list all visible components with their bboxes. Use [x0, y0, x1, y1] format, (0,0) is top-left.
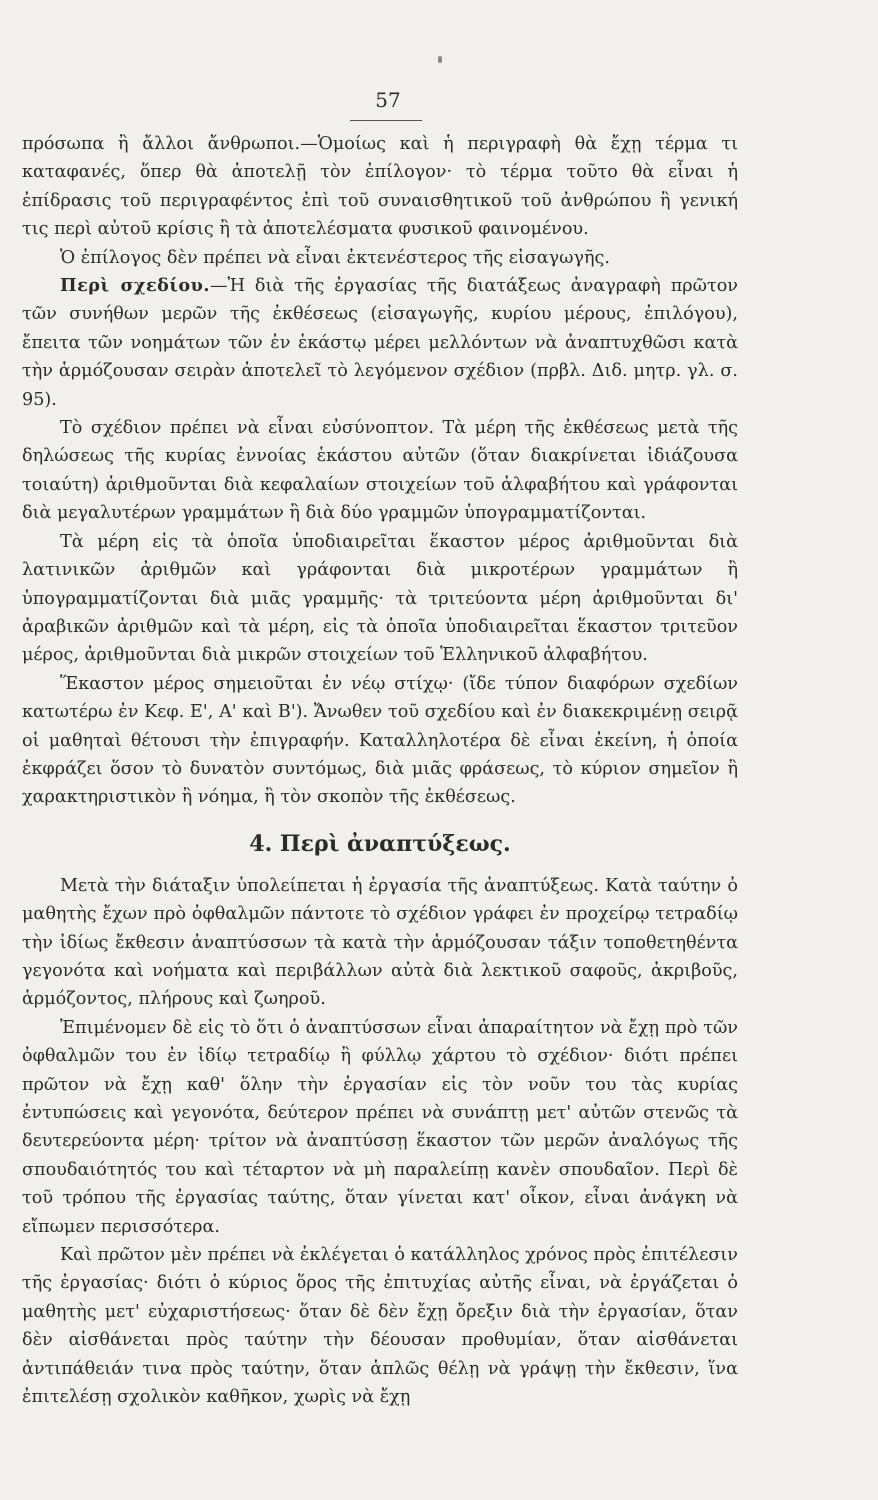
- paragraph-development: Μετὰ τὴν διάταξιν ὑπολείπεται ἡ ἐργασία τῆς ἀναπτύξεως. Κατὰ ταύτην ὁ μαθητὴς ἔχων πρὸ ὀφθαλμῶν πάντοτε τὸ σχέδιον γράφει ἐν προχείρῳ τετραδίῳ τὴν ἰδίως ἔκθεσιν ἀναπτύσσων τὰ κατὰ τὴν ἁρμόζουσαν τάξιν τοποθετηθέντα γεγονότα καὶ νοήματα καὶ περιβάλλων αὐτὰ διὰ λεκτικοῦ σαφοῦς, ἀκριβοῦς, ἁρμόζοντος, πλήρους καὶ ζωηροῦ.: [22, 875, 738, 1010]
- ink-speck: [438, 56, 442, 63]
- paragraph-continuation: πρόσωπα ἢ ἄλλοι ἄνθρωποι.—Ὁμοίως καὶ ἡ περιγραφὴ θὰ ἔχῃ τέρμα τι καταφανές, ὅπερ θὰ ἀποτελῇ τὸν ἐπίλογον· τὸ τέρμα τοῦτο θὰ εἶναι ἡ ἐπίδρασις τοῦ περιγραφέντος ἐπὶ τοῦ συναισθητικοῦ τοῦ ἀνθρώπου ἢ γενική τις περὶ αὐτοῦ κρίσις ἢ τὰ ἀποτελέσματα φυσικοῦ φαινομένου.: [22, 134, 738, 240]
- paragraph-plan-summary: Τὸ σχέδιον πρέπει νὰ εἶναι εὐσύνοπτον. Τὰ μέρη τῆς ἐκθέσεως μετὰ τῆς δηλώσεως τῆς κυρίας ἐννοίας ἑκάστου αὐτῶν (ὅταν διακρίνεται ἰδιάζουσα τοιαύτη) ἀριθμοῦνται διὰ κεφαλαίων στοιχείων τοῦ ἀλφαβήτου καὶ γράφονται διὰ μεγαλυτέρων γραμμάτων ἢ διὰ δύο γραμμῶν ὑπογραμματίζονται.: [22, 418, 738, 524]
- page-number: 57: [375, 88, 401, 112]
- paragraph-plan: [22, 272, 738, 414]
- paragraph-epilogue: Ὁ ἐπίλογος δὲν πρέπει νὰ εἶναι ἐκτενέστερος τῆς εἰσαγωγῆς.: [60, 247, 610, 268]
- paragraph-plan-text: —Ἡ διὰ τῆς ἐργασίας τῆς διατάξεως ἀναγραφὴ πρῶτον τῶν συνήθων μερῶν τῆς ἐκθέσεως (εἰσαγωγῆς, κυρίου μέρους, ἐπιλόγου), ἔπειτα τῶν νοημάτων τῶν ἐν ἑκάστῳ μέρει μελλόντων νὰ ἀναπτυχθῶσι κατὰ τὴν ἁρμόζουσαν σειρὰν ἀποτελεῖ τὸ λεγόμενον σχέδιον (πρβλ. Διδ. μητρ. γλ. σ. 95).: [22, 276, 738, 410]
- run-in-heading: Περὶ σχεδίου.: [60, 275, 210, 297]
- paragraph-subdivisions: Τὰ μέρη εἰς τὰ ὁποῖα ὑποδιαιρεῖται ἕκαστον μέρος ἀριθμοῦνται διὰ λατινικῶν ἀριθμῶν καὶ γράφονται διὰ μικροτέρων γραμμάτων ἢ ὑπογραμματίζονται διὰ μιᾶς γραμμῆς· τὰ τριτεύοντα μέρη ἀριθμοῦνται δι' ἀραβικῶν ἀριθμῶν καὶ τὰ μέρη, εἰς τὰ ὁποῖα ὑποδιαιρεῖται ἕκαστον τριτεῦον μέρος, ἀριθμοῦνται διὰ μικρῶν στοιχείων τοῦ Ἑλληνικοῦ ἀλφαβήτου.: [22, 531, 738, 666]
- body-text: [22, 130, 738, 1411]
- paragraph-lines: Ἕκαστον μέρος σημειοῦται ἐν νέῳ στίχῳ· (ἴδε τύπον διαφόρων σχεδίων κατωτέρω ἐν Κεφ. Ε', Α' καὶ Β'). Ἄνωθεν τοῦ σχεδίου καὶ ἐν διακεκριμένῃ σειρᾷ οἱ μαθηταὶ θέτουσι τὴν ἐπιγραφήν. Καταλληλοτέρα δὲ εἶναι ἐκείνη, ἡ ὁποία ἐκφράζει ὅσον τὸ δυνατὸν συντόμως, διὰ μιᾶς φράσεως, τὸ κύριον σημεῖον ἢ χαρακτηριστικὸν ἢ νόημα, ἢ τὸν σκοπὸν τῆς ἐκθέσεως.: [22, 673, 738, 808]
- section-heading: 4. Περὶ ἀναπτύξεως.: [249, 830, 511, 857]
- page-number-rule: [350, 120, 422, 121]
- paragraph-timing: Καὶ πρῶτον μὲν πρέπει νὰ ἐκλέγεται ὁ κατάλληλος χρόνος πρὸς ἐπιτέλεσιν τῆς ἐργασίας· διότι ὁ κύριος ὅρος τῆς ἐπιτυχίας αὐτῆς εἶναι, νὰ ἐργάζεται ὁ μαθητὴς μετ' εὐχαριστήσεως· ὅταν δὲ δὲν ἔχῃ ὄρεξιν διὰ τὴν ἐργασίαν, ὅταν δὲν αἰσθάνεται πρὸς ταύτην τὴν δέουσαν προθυμίαν, ὅταν αἰσθάνεται ἀντιπάθειάν τινα πρὸς ταύτην, ὅταν ἁπλῶς θέλῃ νὰ γράψῃ τὴν ἔκθεσιν, ἵνα ἐπιτελέσῃ σχολικὸν καθῆκον, χωρὶς νὰ ἔχῃ: [22, 1245, 738, 1408]
- paragraph-insistence: Ἐπιμένομεν δὲ εἰς τὸ ὅτι ὁ ἀναπτύσσων εἶναι ἀπαραίτητον νὰ ἔχῃ πρὸ τῶν ὀφθαλμῶν του ἐν ἰδίῳ τετραδίῳ ἢ φύλλῳ χάρτου τὸ σχέδιον· διότι πρέπει πρῶτον νὰ ἔχῃ καθ' ὅλην τὴν ἐργασίαν εἰς τὸν νοῦν του τὰς κυρίας ἐντυπώσεις καὶ γεγονότα, δεύτερον πρέπει νὰ συνάπτῃ μετ' αὐτῶν στενῶς τὰ δευτερεύοντα μέρη· τρίτον νὰ ἀναπτύσσῃ ἕκαστον τῶν μερῶν ἀναλόγως τῆς σπουδαιότητός του καὶ τέταρτον νὰ μὴ παραλείπῃ κανὲν σπουδαῖον. Περὶ δὲ τοῦ τρόπου τῆς ἐργασίας ταύτης, ὅταν γίνεται κατ' οἶκον, εἶναι ἀνάγκη νὰ εἴπωμεν περισσότερα.: [22, 1017, 738, 1237]
